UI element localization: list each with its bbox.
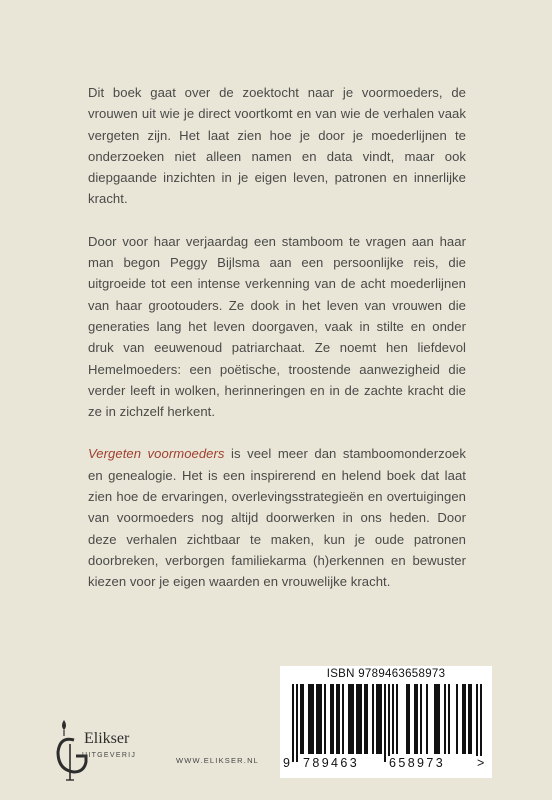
paragraph-1: Dit boek gaat over de zoektocht naar je voormoeders, de vrouwen uit wie je direct voortkomt en van wie de verhalen vaak vergeten zijn. Het laat zien hoe je door je moederlijnen te onderzoeken niet alleen namen en data vindt, maar ook diepgaande inzichten in je eigen leven, patronen en innerlijke kracht. xyxy=(88,85,466,207)
isbn-label: ISBN 9789463658973 xyxy=(326,668,446,680)
publisher-website: WWW.ELIKSER.NL xyxy=(176,756,260,765)
paragraph-3-body: is veel meer dan stamboomonderzoek en genealogie. Het is een inspirerend en helend boek dat laat zien hoe de ervaringen, overlevingsstrategieën en overtuigingen van voormoeders nog altijd doorwerken in ons heden. Door deze verhalen zichtbaar te maken, kun je oude patronen doorbreken, verborgen familiekarma (h)erkennen en bewuster kiezen voor je eigen waarden en vrouwelijke kracht. xyxy=(88,446,466,590)
barcode-bar xyxy=(476,684,478,762)
paragraph-2: Door voor haar verjaardag een stamboom te vragen aan haar man begon Peggy Bijlsma aan een persoonlijke reis, die uitgroeide tot een intense verkenning van de acht moederlijnen van haar grootouders. Ze dook in het leven van vrouwen die generaties lang het leven doorgaven, vaak in stilte en onder druk van eeuwenoud patriarchaat. Ze noemt hen liefdevol Hemelmoeders: een poëtische, troostende aanwezigheid die verder leeft in wolken, herinneringen en in de zachte kracht die ze in zichzelf herkent. xyxy=(88,233,466,420)
elikser-logo-icon xyxy=(50,716,170,786)
barcode-bar xyxy=(320,684,322,754)
isbn-arrow: > xyxy=(477,756,485,770)
barcode-bar xyxy=(310,684,312,754)
barcode-bar xyxy=(296,684,298,762)
barcode-bar xyxy=(302,684,304,754)
barcode-bar xyxy=(342,684,344,754)
barcode-bar xyxy=(470,684,472,754)
barcode-bar xyxy=(332,684,334,754)
publisher-name: Elikser xyxy=(84,730,130,747)
barcode-graphic xyxy=(286,684,486,764)
barcode-bar xyxy=(366,684,368,754)
barcode-bar xyxy=(388,684,390,762)
barcode-bar xyxy=(292,684,294,762)
barcode-bar xyxy=(300,684,302,754)
barcode-bar xyxy=(378,684,380,754)
barcode-bar xyxy=(356,684,358,754)
barcode-bar xyxy=(434,684,436,754)
barcode-bar xyxy=(348,684,350,754)
barcode-bar xyxy=(462,684,464,754)
barcode-bar xyxy=(480,684,482,762)
paragraph-3 xyxy=(88,443,466,592)
barcode-bar xyxy=(416,684,418,754)
barcode-bar xyxy=(438,684,440,754)
book-title-italic: Vergeten voormoeders xyxy=(88,446,225,462)
barcode-bar xyxy=(396,684,398,754)
barcode-bar xyxy=(444,684,446,754)
barcode-bar xyxy=(358,684,360,754)
barcode-bar xyxy=(406,684,408,754)
barcode-bar xyxy=(350,684,352,754)
barcode-bar xyxy=(468,684,470,754)
blurb-text xyxy=(88,82,466,614)
barcode-bar xyxy=(456,684,458,754)
barcode-bar xyxy=(464,684,466,754)
barcode-bar xyxy=(324,684,326,754)
barcode-bar xyxy=(316,684,318,754)
barcode-bar xyxy=(420,684,422,754)
barcode-bar xyxy=(318,684,320,754)
barcode-bar xyxy=(376,684,378,754)
barcode-bar xyxy=(336,684,338,754)
barcode-bar xyxy=(426,684,428,754)
barcode-bar xyxy=(380,684,382,754)
barcode-bar xyxy=(408,684,410,754)
publisher-subtitle: UITGEVERIJ xyxy=(82,752,137,759)
isbn-barcode-box xyxy=(280,666,492,778)
barcode-bar xyxy=(414,684,416,754)
barcode-bar xyxy=(308,684,310,754)
barcode-bar xyxy=(372,684,374,754)
barcode-bar xyxy=(364,684,366,754)
barcode-bar xyxy=(384,684,386,762)
barcode-bar xyxy=(352,684,354,754)
barcode-bar xyxy=(392,684,394,754)
barcode-bar xyxy=(330,684,332,754)
barcode-bar xyxy=(360,684,362,754)
barcode-bar xyxy=(338,684,340,754)
isbn-digit-first: 9 xyxy=(283,756,290,770)
isbn-digits-right: 658973 xyxy=(389,756,446,770)
isbn-digits-left: 789463 xyxy=(303,756,360,770)
barcode-bar xyxy=(312,684,314,754)
barcode-bar xyxy=(436,684,438,754)
isbn-digits xyxy=(280,756,492,776)
barcode-bar xyxy=(448,684,450,754)
